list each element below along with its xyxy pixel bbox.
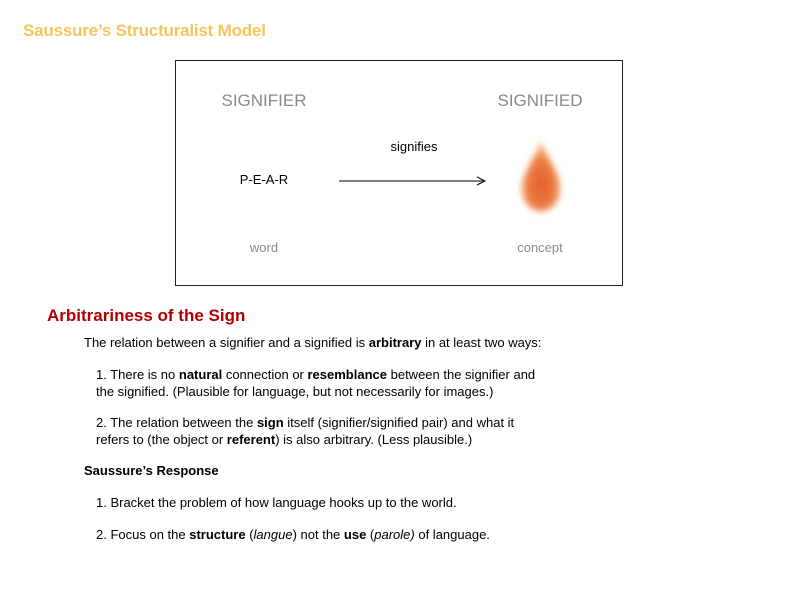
point-2-paragraph: 2. The relation between the sign itself (signifier/signified pair) and what it refers to (the object or referent) is also arbitrary. (Less plausible.) [96, 415, 515, 447]
response-point-2: 2. Focus on the structure (langue) not the use (parole) of language. [96, 527, 490, 542]
concept-pear-icon [508, 133, 574, 219]
structuralist-diagram [175, 60, 623, 286]
signifier-heading: SIGNIFIER [221, 91, 307, 110]
section-heading: Arbitrariness of the Sign [47, 306, 246, 325]
word-pear: P-E-A-R [239, 172, 289, 187]
signified-heading: SIGNIFIED [497, 91, 583, 110]
signifies-label: signifies [390, 139, 438, 154]
signifies-arrow-icon [339, 174, 489, 188]
word-sublabel: word [249, 240, 279, 255]
slide-title: Saussure’s Structuralist Model [23, 21, 266, 40]
response-point-1: 1. Bracket the problem of how language hooks up to the world. [96, 495, 457, 510]
intro-paragraph: The relation between a signifier and a signified is arbitrary in at least two ways: [84, 335, 542, 350]
response-heading: Saussure’s Response [84, 463, 219, 478]
point-1-paragraph: 1. There is no natural connection or resemblance between the signifier and the signified. (Plausible for language, but not necessarily for images.) [96, 367, 536, 399]
concept-sublabel: concept [517, 240, 563, 255]
